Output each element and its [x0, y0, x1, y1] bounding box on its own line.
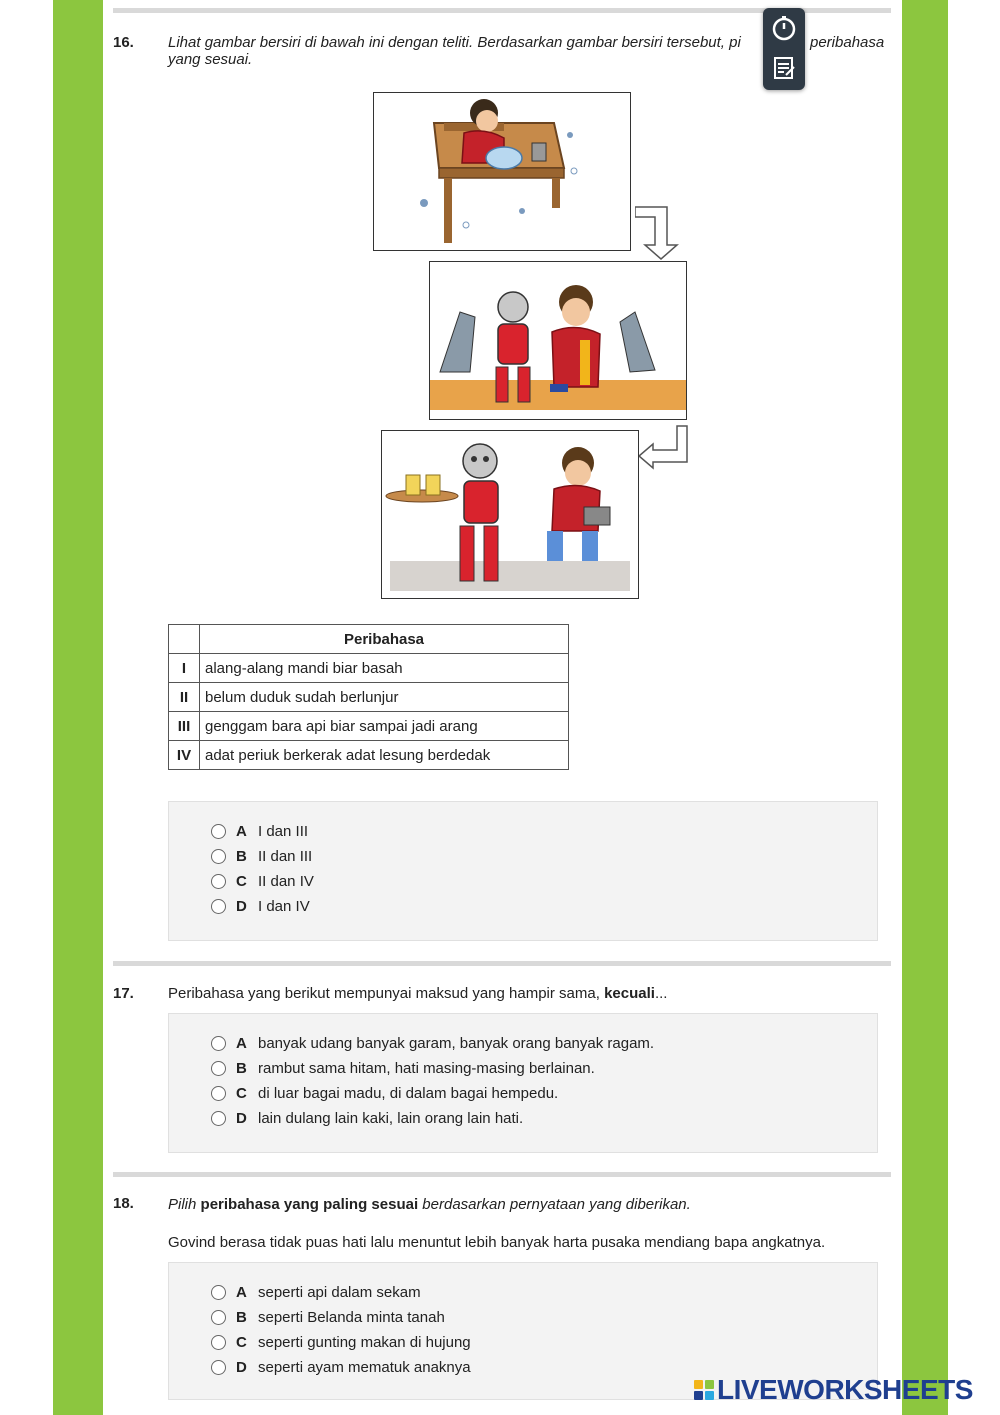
question-text-end: ... — [654, 985, 668, 1002]
option-b[interactable] — [211, 1309, 445, 1326]
table-header: Peribahasa — [200, 625, 569, 654]
option-letter: C — [236, 1334, 247, 1351]
picture-panel-1 — [373, 92, 631, 251]
row-text: genggam bara api biar sampai jadi arang — [200, 712, 569, 741]
option-d[interactable] — [211, 1110, 523, 1127]
row-text: alang-alang mandi biar basah — [200, 654, 569, 683]
radio-button[interactable] — [211, 1360, 226, 1375]
question-statement: Govind berasa tidak puas hati lalu menuntut lebih banyak harta pusaka mendiang bapa angkatnya. — [168, 1234, 826, 1251]
arrow-down-right — [635, 205, 683, 266]
option-d[interactable] — [211, 898, 310, 915]
question-text-bold: peribahasa yang paling sesuai — [200, 1196, 419, 1213]
option-letter: D — [236, 1110, 247, 1127]
option-letter: B — [236, 1060, 247, 1077]
question-number: 16. — [113, 34, 134, 51]
arrow-down-left — [637, 424, 689, 475]
option-b[interactable] — [211, 848, 312, 865]
right-green-border — [902, 0, 948, 1415]
option-letter: A — [236, 823, 247, 840]
notes-icon[interactable] — [770, 54, 798, 82]
option-text: lain dulang lain kaki, lain orang lain hati. — [258, 1110, 524, 1127]
radio-button[interactable] — [211, 899, 226, 914]
question-text-main: Peribahasa yang berikut mempunyai maksud yang hampir sama, — [168, 985, 600, 1002]
stopwatch-icon[interactable] — [770, 14, 798, 42]
logo-text: LIVEWORKSHEETS — [717, 1374, 973, 1405]
option-text: seperti ayam mematuk anaknya — [258, 1359, 471, 1376]
radio-button[interactable] — [211, 1061, 226, 1076]
radio-button[interactable] — [211, 1036, 226, 1051]
radio-button[interactable] — [211, 824, 226, 839]
row-number: IV — [169, 741, 200, 770]
option-letter: C — [236, 1085, 247, 1102]
option-text: di luar bagai madu, di dalam bagai hempedu. — [258, 1085, 559, 1102]
picture-panel-2 — [429, 261, 687, 420]
question-text-line1-end: peribahasa — [810, 34, 885, 51]
option-letter: B — [236, 848, 247, 865]
table-row — [169, 654, 569, 683]
q17-options-box — [168, 1013, 878, 1153]
question-text-line2: yang sesuai. — [168, 51, 253, 68]
option-letter: D — [236, 898, 247, 915]
question-text — [168, 1196, 691, 1213]
liveworksheets-logo[interactable] — [694, 1374, 973, 1406]
option-letter: B — [236, 1309, 247, 1326]
option-text: I dan IV — [258, 898, 310, 915]
option-letter: A — [236, 1035, 247, 1052]
option-text: II dan III — [258, 848, 313, 865]
question-number: 18. — [113, 1195, 134, 1212]
option-text: banyak udang banyak garam, banyak orang banyak ragam. — [258, 1035, 655, 1052]
option-letter: C — [236, 873, 247, 890]
peribahasa-table — [168, 624, 569, 770]
radio-button[interactable] — [211, 1310, 226, 1325]
table-header-row — [169, 625, 569, 654]
row-number: III — [169, 712, 200, 741]
option-text: seperti gunting makan di hujung — [258, 1334, 471, 1351]
table-header-blank — [169, 625, 200, 654]
question-number: 17. — [113, 985, 134, 1002]
radio-button[interactable] — [211, 1285, 226, 1300]
question-separator — [113, 1172, 891, 1177]
question-text-post: berdasarkan pernyataan yang diberikan. — [422, 1196, 691, 1213]
option-a[interactable] — [211, 823, 308, 840]
q16-options-box — [168, 801, 878, 941]
table-row — [169, 741, 569, 770]
option-c[interactable] — [211, 1085, 558, 1102]
option-letter: A — [236, 1284, 247, 1301]
option-a[interactable] — [211, 1284, 421, 1301]
radio-button[interactable] — [211, 849, 226, 864]
row-text: belum duduk sudah berlunjur — [200, 683, 569, 712]
question-text-line1: Lihat gambar bersiri di bawah ini dengan teliti. Berdasarkan gambar bersiri tersebut, pi — [168, 34, 741, 51]
question-separator — [113, 961, 891, 966]
option-text: seperti api dalam sekam — [258, 1284, 421, 1301]
option-text: I dan III — [258, 823, 309, 840]
radio-button[interactable] — [211, 1086, 226, 1101]
row-text: adat periuk berkerak adat lesung berdedak — [200, 741, 569, 770]
option-c[interactable] — [211, 873, 314, 890]
question-text-pre: Pilih — [168, 1196, 197, 1213]
left-green-border — [53, 0, 103, 1415]
option-text: rambut sama hitam, hati masing-masing berlainan. — [258, 1060, 595, 1077]
floating-toolbar — [763, 8, 805, 90]
option-b[interactable] — [211, 1060, 595, 1077]
option-c[interactable] — [211, 1334, 471, 1351]
radio-button[interactable] — [211, 874, 226, 889]
question-text-bold: kecuali — [604, 985, 655, 1002]
option-d[interactable] — [211, 1359, 471, 1376]
row-number: I — [169, 654, 200, 683]
logo-squares-icon — [694, 1380, 714, 1400]
table-row — [169, 712, 569, 741]
option-text: seperti Belanda minta tanah — [258, 1309, 445, 1326]
option-letter: D — [236, 1359, 247, 1376]
row-number: II — [169, 683, 200, 712]
radio-button[interactable] — [211, 1335, 226, 1350]
option-text: II dan IV — [258, 873, 314, 890]
radio-button[interactable] — [211, 1111, 226, 1126]
option-a[interactable] — [211, 1035, 654, 1052]
picture-panel-3 — [381, 430, 639, 599]
question-text — [168, 985, 667, 1002]
table-row — [169, 683, 569, 712]
